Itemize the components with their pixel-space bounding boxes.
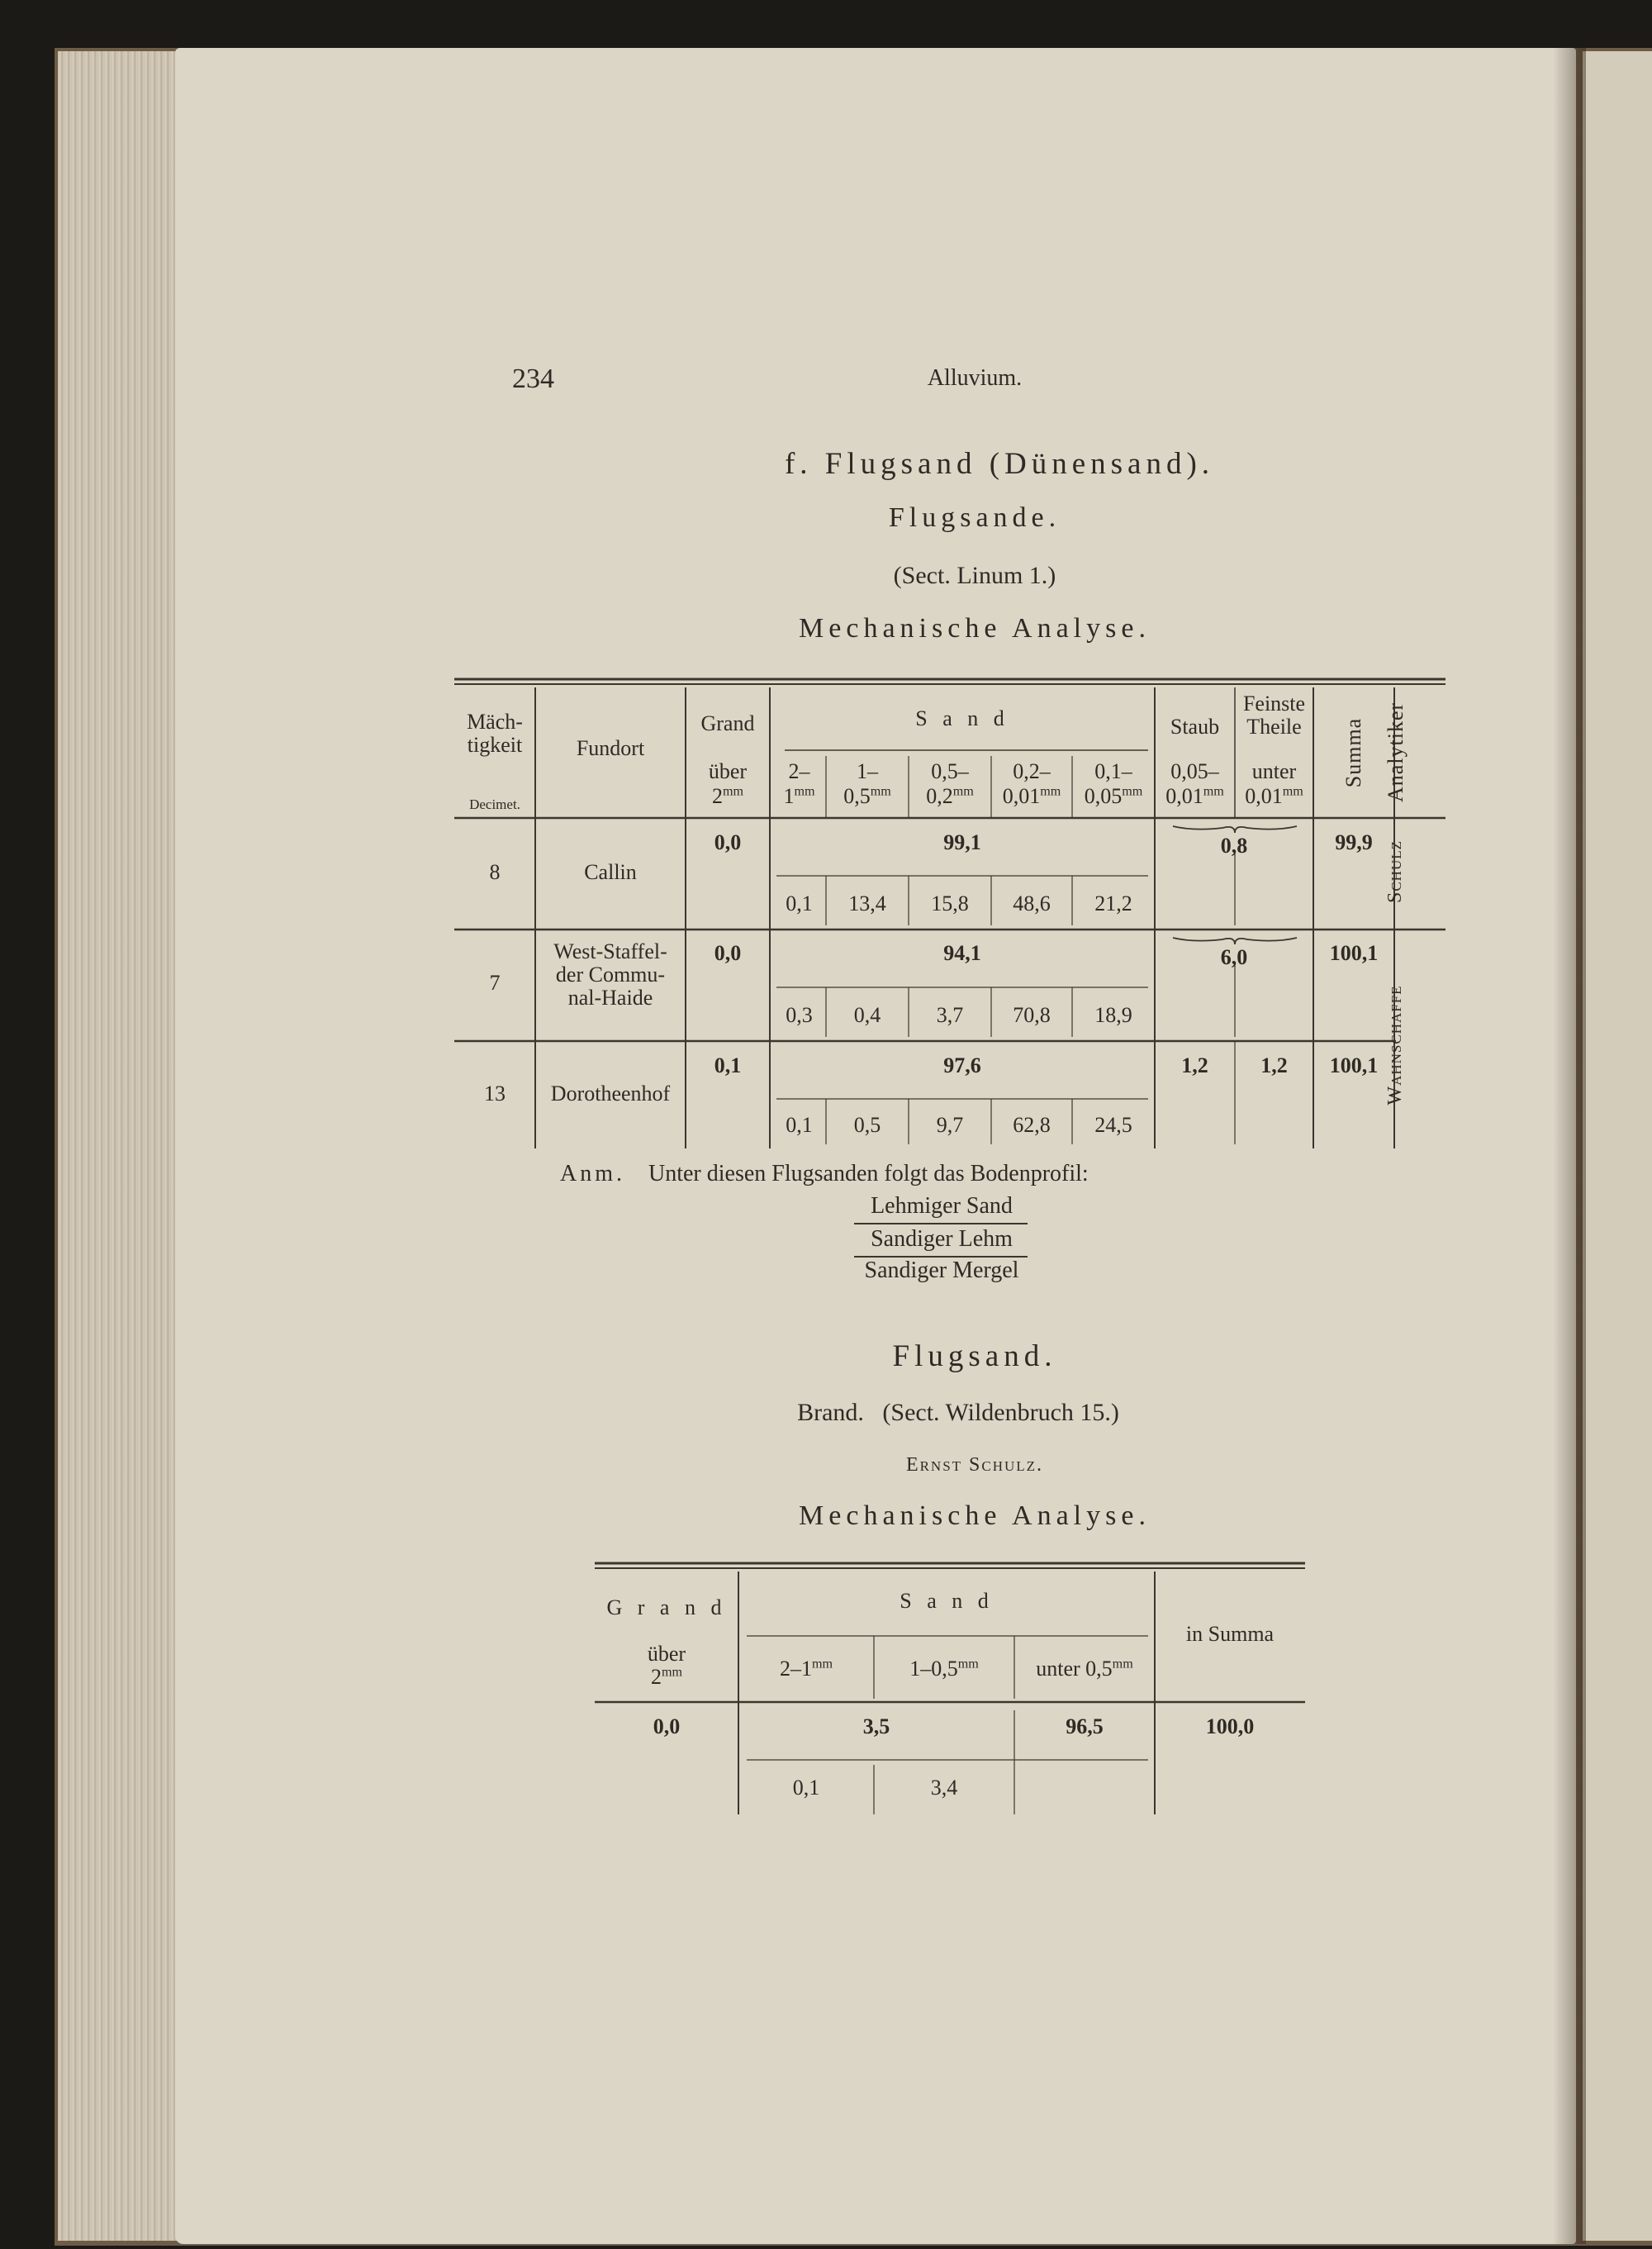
t2-frac2-mm: mm [957,1657,979,1671]
t2-grand-unit-value: 2 [650,1665,662,1689]
t2-frac1-mm: mm [811,1657,833,1671]
next-page-edge [1583,51,1652,2241]
row3-fraction-4: 62,8 [1013,1113,1051,1137]
head-fraction-to-1 [772,785,826,808]
t2-head-grand-sub: über [647,1642,686,1666]
row3-fundort: Dorotheenhof [550,1082,671,1105]
note [560,1161,1089,1187]
head-feinste: Feinste Theile [1242,692,1306,739]
fraction-to-2-value: 0,5 [843,784,871,808]
row1-grand: 0,0 [714,830,742,854]
t2-head-grand: G r a n d [606,1595,727,1619]
staub-to-mm: mm [1203,784,1224,799]
staub-to-value: 0,01 [1165,784,1203,808]
row1-staub-feinste: 0,8 [1220,834,1248,858]
section2-title: Flugsand. [892,1339,1057,1373]
row2-fraction-5: 18,9 [1094,1003,1132,1027]
note-text: Unter diesen Flugsanden folgt das Bodenprofil: [648,1161,1089,1186]
section2-analysis-title: Mechanische Analyse. [799,1500,1151,1531]
head-fraction-to-3 [909,785,991,808]
t2-sand-b: 96,5 [1066,1714,1104,1738]
profile-rule-1 [854,1223,1028,1224]
section-sect: (Sect. Linum 1.) [893,562,1056,589]
analysis-table-2 [586,1553,1313,1818]
head-summa: Summa [1341,717,1365,788]
row2-fraction-1: 0,3 [786,1003,813,1027]
head-staub-range: 0,05– [1170,759,1219,783]
t2-frac2-value-row: 3,4 [930,1776,958,1800]
row1-fraction-2: 13,4 [848,892,886,915]
row2-sand-total: 94,1 [943,941,981,965]
section-title: Flugsande. [888,502,1061,533]
row3-grand: 0,1 [714,1053,742,1077]
row3-staub: 1,2 [1181,1053,1208,1077]
row1-fraction-3: 15,8 [931,892,969,915]
head-grand-unit [686,785,770,808]
fraction-to-3-mm: mm [952,784,974,799]
head-feinste-sub: unter [1251,759,1297,783]
t2-frac2-value: 1–0,5 [909,1657,958,1681]
t2-head-frac3 [1014,1657,1155,1681]
t2-head-sand: S a n d [900,1589,994,1613]
t2-head-summa: in Summa [1185,1622,1275,1646]
section2-location: Brand. (Sect. Wildenbruch 15.) [797,1399,1119,1426]
head-fraction-to-4 [991,785,1072,808]
head-grand: Grand [700,711,755,735]
section2-analyst: Ernst Schulz. [905,1454,1044,1476]
t2-head-frac1 [738,1657,874,1681]
row2-staub-feinste: 6,0 [1220,945,1248,969]
row2-grand: 0,0 [714,941,742,965]
fraction-to-2-mm: mm [870,784,891,799]
row2-fundort: West-Staffel- der Commu- nal-Haide [553,939,667,1010]
profile-layer-1: Lehmiger Sand [871,1193,1013,1219]
row1-fraction-4: 48,6 [1013,892,1051,915]
head-grand-sub: über [708,759,748,783]
note-label: Anm. [560,1161,625,1186]
t2-sand-a: 3,5 [862,1714,890,1738]
profile-layer-3: Sandiger Mergel [864,1258,1019,1283]
t2-frac3-mm: mm [1112,1657,1133,1671]
row2-fraction-4: 70,8 [1013,1003,1051,1027]
t2-frac1-value: 2–1 [779,1657,812,1681]
gutter-shadow [1553,48,1586,2244]
t2-grand-unit-mm: mm [661,1665,683,1680]
head-staub-to [1155,785,1235,808]
feinste-to-value: 0,01 [1245,784,1283,808]
analyst-schulz: Schulz [1384,840,1406,904]
fraction-to-1-mm: mm [794,784,815,799]
row1-fraction-1: 0,1 [786,892,813,915]
grand-unit-mm: mm [722,784,744,799]
row3-depth: 13 [484,1082,506,1105]
row3-fraction-2: 0,5 [853,1113,881,1137]
row1-sand-total: 99,1 [943,830,981,854]
head-staub: Staub [1170,715,1220,739]
head-fraction-to-2 [826,785,909,808]
fraction-to-3-value: 0,2 [926,784,953,808]
fraction-to-5-mm: mm [1122,784,1143,799]
fraction-to-4-mm: mm [1040,784,1061,799]
page-number: 234 [512,364,554,394]
fraction-to-4-value: 0,01 [1002,784,1041,808]
fraction-to-5-value: 0,05 [1084,784,1123,808]
row3-fraction-1: 0,1 [786,1113,813,1137]
fraction-to-1-value: 1 [783,784,795,808]
feinste-to-mm: mm [1282,784,1303,799]
row3-summa: 100,1 [1329,1053,1379,1077]
running-title: Alluvium. [927,365,1023,391]
head-fraction-2: 1– [857,759,878,783]
head-fraction-4: 0,2– [1013,759,1051,783]
analysis-table-1 [454,678,1446,1148]
row2-fraction-2: 0,4 [853,1003,881,1027]
profile-layer-2: Sandiger Lehm [871,1226,1013,1252]
t2-frac3-value: unter 0,5 [1036,1657,1113,1681]
section-heading: f. Flugsand (Dünensand). [784,447,1215,481]
grand-unit-value: 2 [711,784,723,808]
head-fraction-3: 0,5– [931,759,969,783]
row2-summa: 100,1 [1329,941,1379,965]
head-maechtigkeit: Mäch- tigkeit [467,710,523,757]
row3-fraction-3: 9,7 [936,1113,964,1137]
analysis-title: Mechanische Analyse. [799,613,1151,644]
head-decimet: Decimet. [469,796,520,812]
row1-fraction-5: 21,2 [1094,892,1132,915]
t2-head-grand-unit [595,1666,738,1689]
t2-grand-value: 0,0 [653,1714,681,1738]
row1-summa: 99,9 [1335,830,1373,854]
head-fraction-1: 2– [788,759,810,783]
t2-frac1-value-row: 0,1 [792,1776,820,1800]
head-sand: S a n d [915,706,1009,730]
row1-depth: 8 [489,860,501,884]
t2-summa-value: 100,0 [1205,1714,1255,1738]
head-fundort: Fundort [576,736,645,760]
head-fraction-5: 0,1– [1094,759,1132,783]
page-edges [58,51,190,2241]
head-fraction-to-5 [1072,785,1155,808]
row3-fraction-5: 24,5 [1094,1113,1132,1137]
head-analytiker: Analytiker [1384,701,1408,802]
row3-sand-total: 97,6 [943,1053,981,1077]
row3-feinste: 1,2 [1260,1053,1288,1077]
analyst-wahnschaffe: Wahnschaffe [1384,985,1406,1105]
head-feinste-to [1235,785,1313,808]
row2-fraction-3: 3,7 [936,1003,964,1027]
t2-head-frac2 [874,1657,1014,1681]
row2-depth: 7 [489,971,501,995]
row1-fundort: Callin [584,860,637,884]
